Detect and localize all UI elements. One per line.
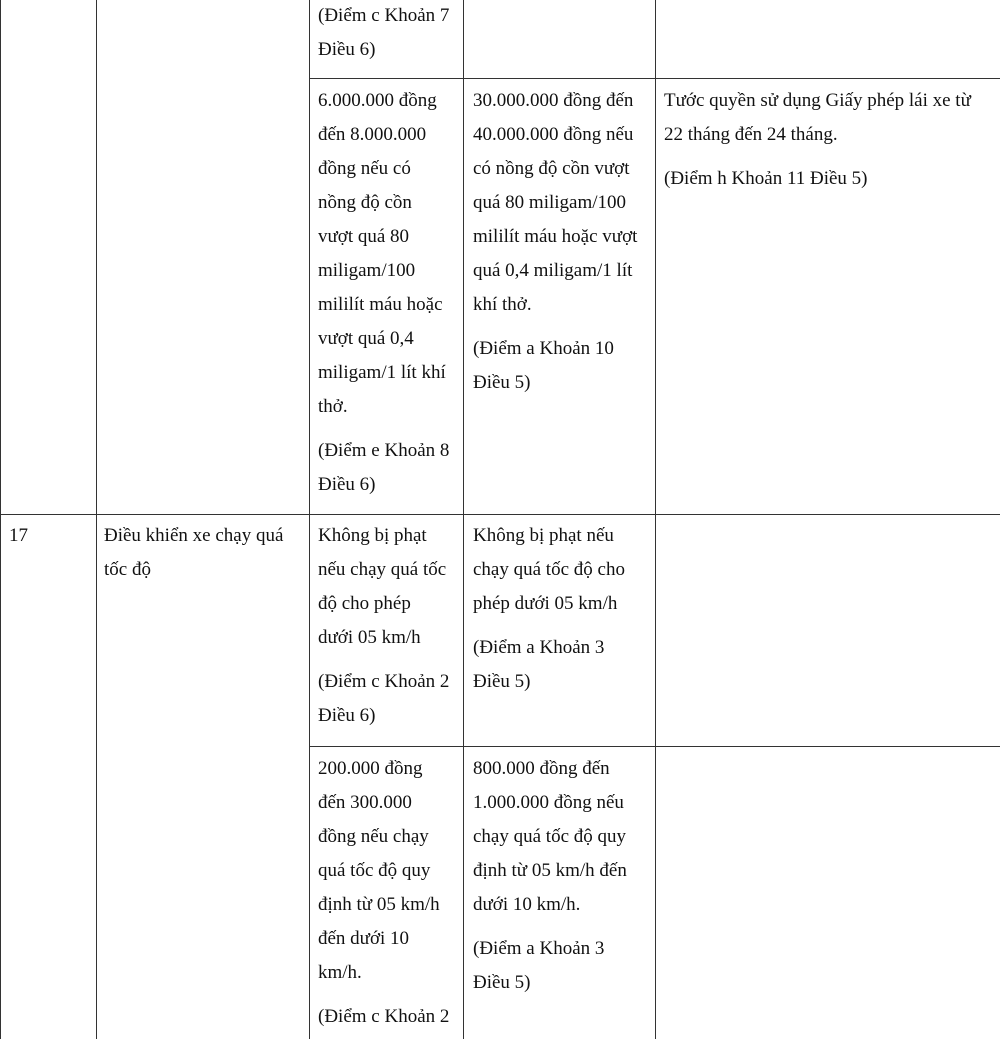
- text-line: khí thở.: [473, 294, 532, 315]
- text-line: đến 8.000.000: [318, 124, 427, 145]
- text-line: phép dưới 05 km/h: [473, 593, 618, 614]
- cell-paragraph: [473, 84, 637, 322]
- text-line: Điều 5): [473, 671, 531, 692]
- table-cell-r3-fine-organization: [473, 752, 627, 1000]
- table-row-divider-3: [309, 746, 1000, 747]
- text-line: 30.000.000 đồng đến: [473, 90, 634, 111]
- text-line: thở.: [318, 396, 348, 417]
- legal-reference: [318, 665, 449, 733]
- text-line: km/h.: [318, 962, 362, 983]
- text-line: (Điểm e Khoản 8: [318, 440, 450, 461]
- cell-paragraph: [473, 519, 625, 621]
- cell-paragraph: [318, 84, 449, 424]
- table-column-divider-1: [96, 0, 97, 1039]
- text-line: (Điểm c Khoản 2: [318, 671, 450, 692]
- violation-description: [104, 519, 283, 587]
- text-line: quá 80 miligam/100: [473, 192, 627, 213]
- table-row-divider-1: [309, 78, 1000, 79]
- text-line: 40.000.000 đồng nếu: [473, 124, 634, 145]
- text-line: miligam/100: [318, 260, 416, 281]
- text-line: Không bị phạt nếu: [473, 525, 614, 546]
- text-line: miligam/1 lít khí: [318, 362, 446, 383]
- text-line: (Điểm a Khoản 3: [473, 637, 605, 658]
- text-line: chạy quá tốc độ quy: [473, 826, 627, 847]
- text-line: định từ 05 km/h đến: [473, 860, 627, 881]
- table-cell-violation: [104, 519, 283, 587]
- text-line: 200.000 đồng: [318, 758, 423, 779]
- text-line: đến dưới 10: [318, 928, 410, 949]
- legal-reference: [664, 162, 971, 196]
- text-line: nếu chạy quá tốc: [318, 559, 447, 580]
- text-line: đồng nếu có: [318, 158, 411, 179]
- text-line: chạy quá tốc độ cho: [473, 559, 625, 580]
- legal-reference: [318, 1000, 449, 1034]
- cell-paragraph: [318, 519, 449, 655]
- text-line: (Điểm c Khoản 2: [318, 1006, 450, 1027]
- text-line: độ cho phép: [318, 593, 411, 614]
- legal-reference: [473, 631, 625, 699]
- text-line: (Điểm a Khoản 10: [473, 338, 614, 359]
- text-line: 22 tháng đến 24 tháng.: [664, 124, 838, 145]
- text-line: mililít máu hoặc vượt: [473, 226, 638, 247]
- text-line: Điều 6): [318, 474, 376, 495]
- legal-reference: [318, 434, 449, 502]
- text-line: 6.000.000 đồng: [318, 90, 437, 111]
- table-column-divider-4: [655, 0, 656, 1039]
- text-line: (Điểm a Khoản 3: [473, 938, 605, 959]
- text-line: Không bị phạt: [318, 525, 427, 546]
- legal-reference: [473, 332, 637, 400]
- table-cell-r3-fine-personal: [318, 752, 449, 1034]
- table-cell-cont-fine-personal: [318, 0, 449, 67]
- text-line: vượt quá 0,4: [318, 328, 414, 349]
- table-cell-row-number: [9, 519, 28, 553]
- table-column-divider-2: [309, 0, 310, 1039]
- table-cell-r2-fine-personal: [318, 519, 449, 733]
- text-line: đến 300.000: [318, 792, 412, 813]
- table-cell-r1-additional-penalty: [664, 84, 971, 196]
- legal-reference: [473, 932, 627, 1000]
- cell-paragraph: [664, 84, 971, 152]
- table-border-left: [0, 0, 1, 1039]
- text-line: nồng độ cồn: [318, 192, 412, 213]
- table-cell-r1-fine-organization: [473, 84, 637, 400]
- text-line: quá 0,4 miligam/1 lít: [473, 260, 633, 281]
- cell-paragraph: [318, 752, 449, 990]
- table-cell-r2-fine-organization: [473, 519, 625, 699]
- table-cell-r1-fine-personal: [318, 84, 449, 502]
- text-line: có nồng độ cồn vượt: [473, 158, 630, 179]
- text-line: Điều 5): [473, 972, 531, 993]
- row-number: 17: [9, 525, 28, 546]
- cell-paragraph: [318, 0, 449, 67]
- text-line: đồng nếu chạy: [318, 826, 429, 847]
- text-line: mililít máu hoặc: [318, 294, 443, 315]
- text-line: (Điểm h Khoản 11 Điều 5): [664, 168, 868, 189]
- text-line: 1.000.000 đồng nếu: [473, 792, 624, 813]
- text-line: vượt quá 80: [318, 226, 410, 247]
- text-line: quá tốc độ quy: [318, 860, 431, 881]
- text-line: dưới 05 km/h: [318, 627, 421, 648]
- text-line: dưới 10 km/h.: [473, 894, 581, 915]
- text-line: 800.000 đồng đến: [473, 758, 610, 779]
- text-line: tốc độ: [104, 559, 151, 580]
- table-column-divider-3: [463, 0, 464, 1039]
- text-line: Điều khiển xe chạy quá: [104, 525, 284, 546]
- table-row-divider-2: [0, 514, 1000, 515]
- text-line: (Điểm c Khoản 7: [318, 5, 450, 26]
- text-line: Điều 6): [318, 39, 376, 60]
- cell-paragraph: [473, 752, 627, 922]
- text-line: Điều 5): [473, 372, 531, 393]
- text-line: định từ 05 km/h: [318, 894, 440, 915]
- text-line: Điều 6): [318, 705, 376, 726]
- text-line: Tước quyền sử dụng Giấy phép lái xe từ: [664, 90, 971, 111]
